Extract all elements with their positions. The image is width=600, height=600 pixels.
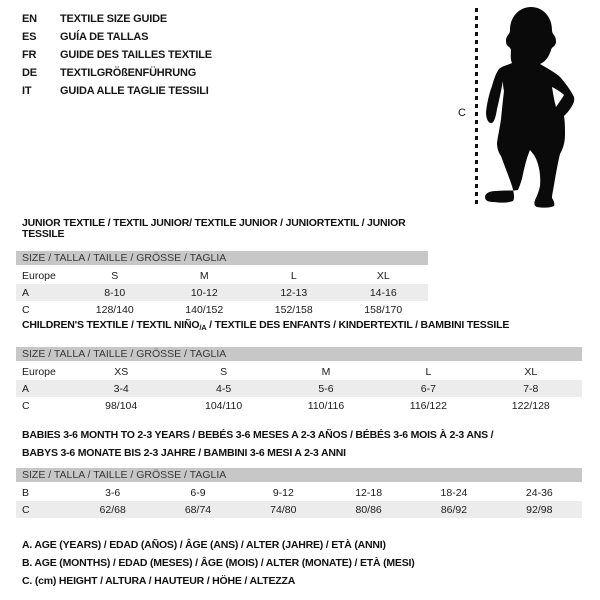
table-row	[16, 301, 428, 318]
babies-size-table	[16, 468, 582, 518]
language-row-de	[22, 64, 212, 82]
cell: S	[111, 269, 119, 282]
language-title: GUIDA ALLE TAGLIE TESSILI	[60, 85, 209, 97]
row-label: Europe	[22, 269, 56, 282]
cell: 14-16	[339, 284, 429, 301]
table-row	[16, 284, 428, 301]
row-label: A	[16, 380, 70, 397]
cell: 104/110	[204, 399, 243, 412]
height-measure-label: C	[458, 107, 466, 119]
cell: 6-9	[190, 486, 206, 499]
footnote-c: C. (cm) HEIGHT / ALTURA / HAUTEUR / HÖHE / ALTEZZA	[22, 575, 296, 587]
cell: 3-4	[70, 380, 172, 397]
cell: 6-7	[377, 380, 479, 397]
babies-section-title	[22, 426, 582, 462]
table-row	[16, 501, 582, 518]
row-label: C	[22, 399, 30, 412]
language-row-it	[22, 82, 212, 100]
footnote-b: B. AGE (MONTHS) / EDAD (MESES) / ÂGE (MOIS) / ALTER (MONATE) / ETÀ (MESI)	[22, 557, 415, 569]
language-code: EN	[22, 13, 37, 25]
children-section-title	[22, 320, 582, 333]
title-subscript: /A	[199, 323, 207, 332]
cell: 80/86	[326, 501, 411, 518]
cell: 98/104	[105, 399, 138, 412]
cell: 9-12	[272, 486, 294, 499]
table-row	[16, 363, 582, 380]
cell: 122/128	[511, 399, 550, 412]
title-line-2: BABYS 3-6 MONATE BIS 2-3 JAHRE / BAMBINI 3-6 MESI A 2-3 ANNI	[22, 447, 346, 459]
children-size-section	[16, 320, 582, 414]
cell: 24-36	[525, 486, 553, 499]
cell: L	[290, 269, 297, 282]
language-legend	[22, 10, 212, 100]
table-row	[16, 267, 428, 284]
cell: XS	[114, 365, 129, 378]
cell: 116/122	[409, 399, 447, 412]
size-header-bar	[16, 347, 582, 363]
cell: 3-6	[105, 486, 121, 499]
size-header-label: SIZE / TALLA / TAILLE / GRÖSSE / TAGLIA	[16, 251, 428, 267]
cell: 74/80	[241, 501, 326, 518]
cell: 10-12	[160, 284, 250, 301]
cell: 92/98	[497, 501, 582, 518]
cell: XL	[376, 269, 390, 282]
cell: M	[199, 269, 209, 282]
cell: L	[425, 365, 432, 378]
title-line-1: BABIES 3-6 MONTH TO 2-3 YEARS / BEBÉS 3-6 MESES A 2-3 AÑOS / BÉBÉS 3-6 MOIS À 2-3 ANS /	[22, 429, 494, 441]
title-text: CHILDREN'S TEXTILE / TEXTIL NIÑO	[22, 319, 200, 331]
junior-size-section	[16, 218, 428, 318]
row-label: Europe	[22, 365, 56, 378]
height-measure-dashed-line	[475, 8, 478, 207]
cell: 5-6	[275, 380, 377, 397]
cell: 8-10	[70, 284, 160, 301]
cell: 18-24	[440, 486, 468, 499]
language-code: FR	[22, 49, 37, 61]
cell: 12-18	[355, 486, 383, 499]
junior-section-title: JUNIOR TEXTILE / TEXTIL JUNIOR/ TEXTILE JUNIOR / JUNIORTEXTIL / JUNIOR TESSILE	[22, 217, 406, 240]
title-text: / TEXTILE DES ENFANTS / KINDERTEXTIL / BAMBINI TESSILE	[206, 319, 510, 331]
table-row	[16, 380, 582, 397]
language-title: TEXTILGRÖßENFÜHRUNG	[60, 67, 197, 79]
cell: 4-5	[172, 380, 274, 397]
cell: 128/140	[95, 303, 134, 316]
language-title: GUIDE DES TAILLES TEXTILE	[60, 49, 212, 61]
language-title: GUÍA DE TALLAS	[60, 31, 149, 43]
row-label: C	[22, 303, 30, 316]
language-code: IT	[22, 85, 32, 97]
row-label: C	[16, 501, 70, 518]
table-row	[16, 484, 582, 501]
children-size-table	[16, 347, 582, 414]
toddler-silhouette	[484, 5, 578, 209]
cell: 7-8	[480, 380, 582, 397]
cell: 158/170	[364, 303, 403, 316]
junior-size-table	[16, 251, 428, 318]
cell: 62/68	[70, 501, 155, 518]
size-header-label: SIZE / TALLA / TAILLE / GRÖSSE / TAGLIA	[16, 347, 582, 363]
language-row-es	[22, 28, 212, 46]
table-row	[16, 397, 582, 414]
row-label: B	[22, 486, 30, 499]
cell: XL	[524, 365, 538, 378]
cell: 12-13	[249, 284, 339, 301]
cell: 140/152	[185, 303, 224, 316]
cell: 86/92	[411, 501, 496, 518]
measure-footnotes	[22, 536, 415, 590]
language-row-fr	[22, 46, 212, 64]
row-label: A	[16, 284, 70, 301]
cell: 110/116	[307, 399, 345, 412]
cell: 152/158	[274, 303, 313, 316]
cell: S	[220, 365, 228, 378]
cell: 68/74	[155, 501, 240, 518]
babies-size-section	[16, 426, 582, 518]
language-row-en	[22, 10, 212, 28]
language-code: ES	[22, 31, 37, 43]
size-header-bar	[16, 468, 582, 484]
cell: M	[321, 365, 331, 378]
size-header-label: SIZE / TALLA / TAILLE / GRÖSSE / TAGLIA	[16, 468, 582, 484]
language-title: TEXTILE SIZE GUIDE	[60, 13, 168, 25]
language-code: DE	[22, 67, 37, 79]
footnote-a: A. AGE (YEARS) / EDAD (AÑOS) / ÂGE (ANS) / ALTER (JAHRE) / ETÀ (ANNI)	[22, 539, 386, 551]
size-header-bar	[16, 251, 428, 267]
